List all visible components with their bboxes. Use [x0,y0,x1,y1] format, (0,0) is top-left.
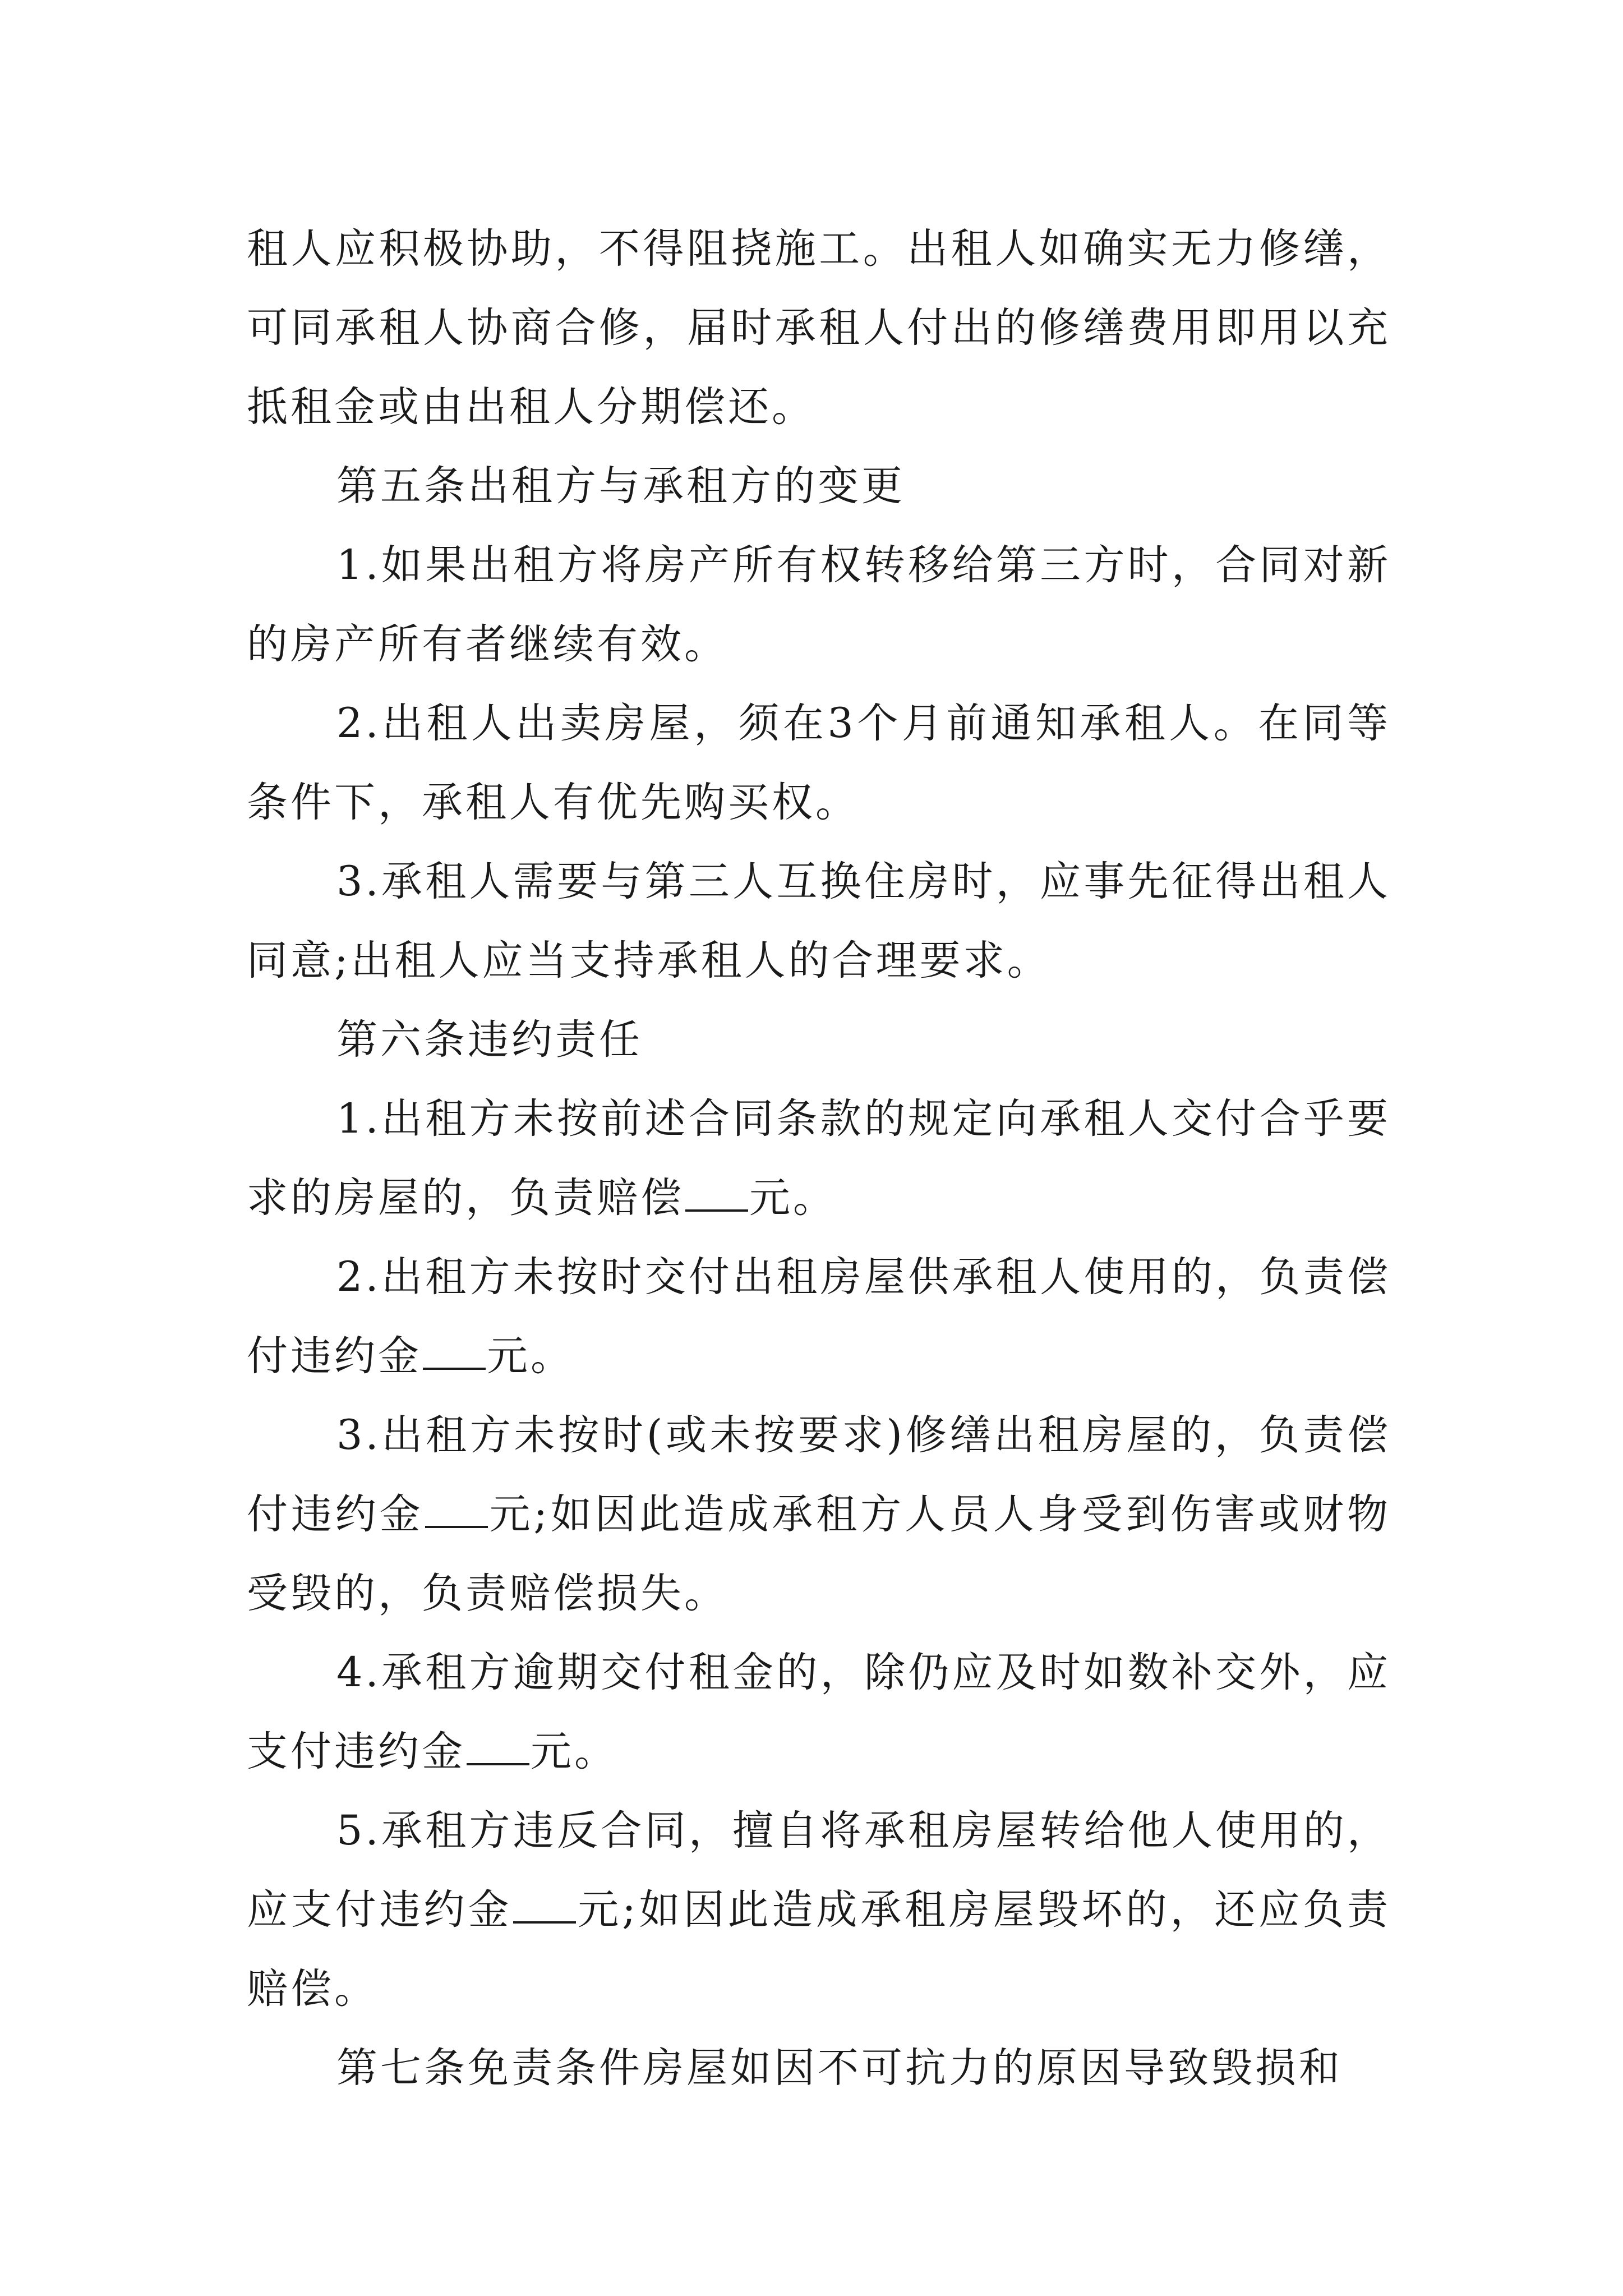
item-1-text-before: 1.出租方未按前述合同条款的规定向承租人交付合乎要求的房屋的，负责赔偿 [247,1095,1391,1222]
item-2-text-after: 元。 [487,1332,574,1380]
paragraph-article-5-item-3: 3.承租人需要与第三人互换住房时，应事先征得出租人同意;出租人应当支持承租人的合理要求。 [247,858,1391,984]
paragraph-article-6-item-1 [247,1079,1391,1237]
item-3-text-after: 元;如因此造成承租方人员人身受到伤害或财物受毁的，负责赔偿损失。 [247,1490,1391,1617]
item-4-text-before: 4.承租方逾期交付租金的，除仍应及时如数补交外，应支付违约金 [247,1649,1391,1775]
item-4-text-after: 元。 [531,1728,618,1775]
paragraph-article-6-item-4 [247,1633,1391,1791]
item-5-text-before: 5.承租方违反合同，擅自将承租房屋转给他人使用的，应支付违约金 [247,1807,1391,1934]
amount-blank [467,1729,529,1765]
amount-blank [425,1492,488,1528]
document-body [247,209,1391,2108]
paragraph-article-5-item-2: 2.出租人出卖房屋，须在3个月前通知承租人。在同等条件下，承租人有优先购买权。 [247,700,1391,826]
paragraph-article-6-item-3 [247,1396,1391,1633]
amount-blank [423,1334,486,1370]
heading-article-5: 第五条出租方与承租方的变更 [336,462,905,510]
item-5-text-after: 元;如因此造成承租房屋毁坏的，还应负责赔偿。 [247,1886,1391,2013]
paragraph-article-6-item-2 [247,1237,1391,1396]
item-3-text-before: 3.出租方未按时(或未按要求)修缮出租房屋的，负责偿付违约金 [247,1411,1391,1538]
item-2-text-before: 2.出租方未按时交付出租房屋供承租人使用的，负责偿付违约金 [247,1253,1391,1380]
paragraph-article-5-item-1: 1.如果出租方将房产所有权转移给第三方时，合同对新的房产所有者继续有效。 [247,541,1391,668]
paragraph-article-7: 第七条免责条件房屋如因不可抗力的原因导致毁损和 [336,2044,1343,2092]
amount-blank [685,1176,748,1212]
paragraph-article-6-item-5 [247,1791,1391,2028]
amount-blank [513,1888,576,1924]
item-1-text-after: 元。 [749,1174,837,1222]
paragraph-repair-continuation: 租人应积极协助，不得阻挠施工。出租人如确实无力修缮，可同承租人协商合修，届时承租人付出的修缮费用即用以充抵租金或由出租人分期偿还。 [247,225,1391,431]
heading-article-6: 第六条违约责任 [336,1016,643,1064]
